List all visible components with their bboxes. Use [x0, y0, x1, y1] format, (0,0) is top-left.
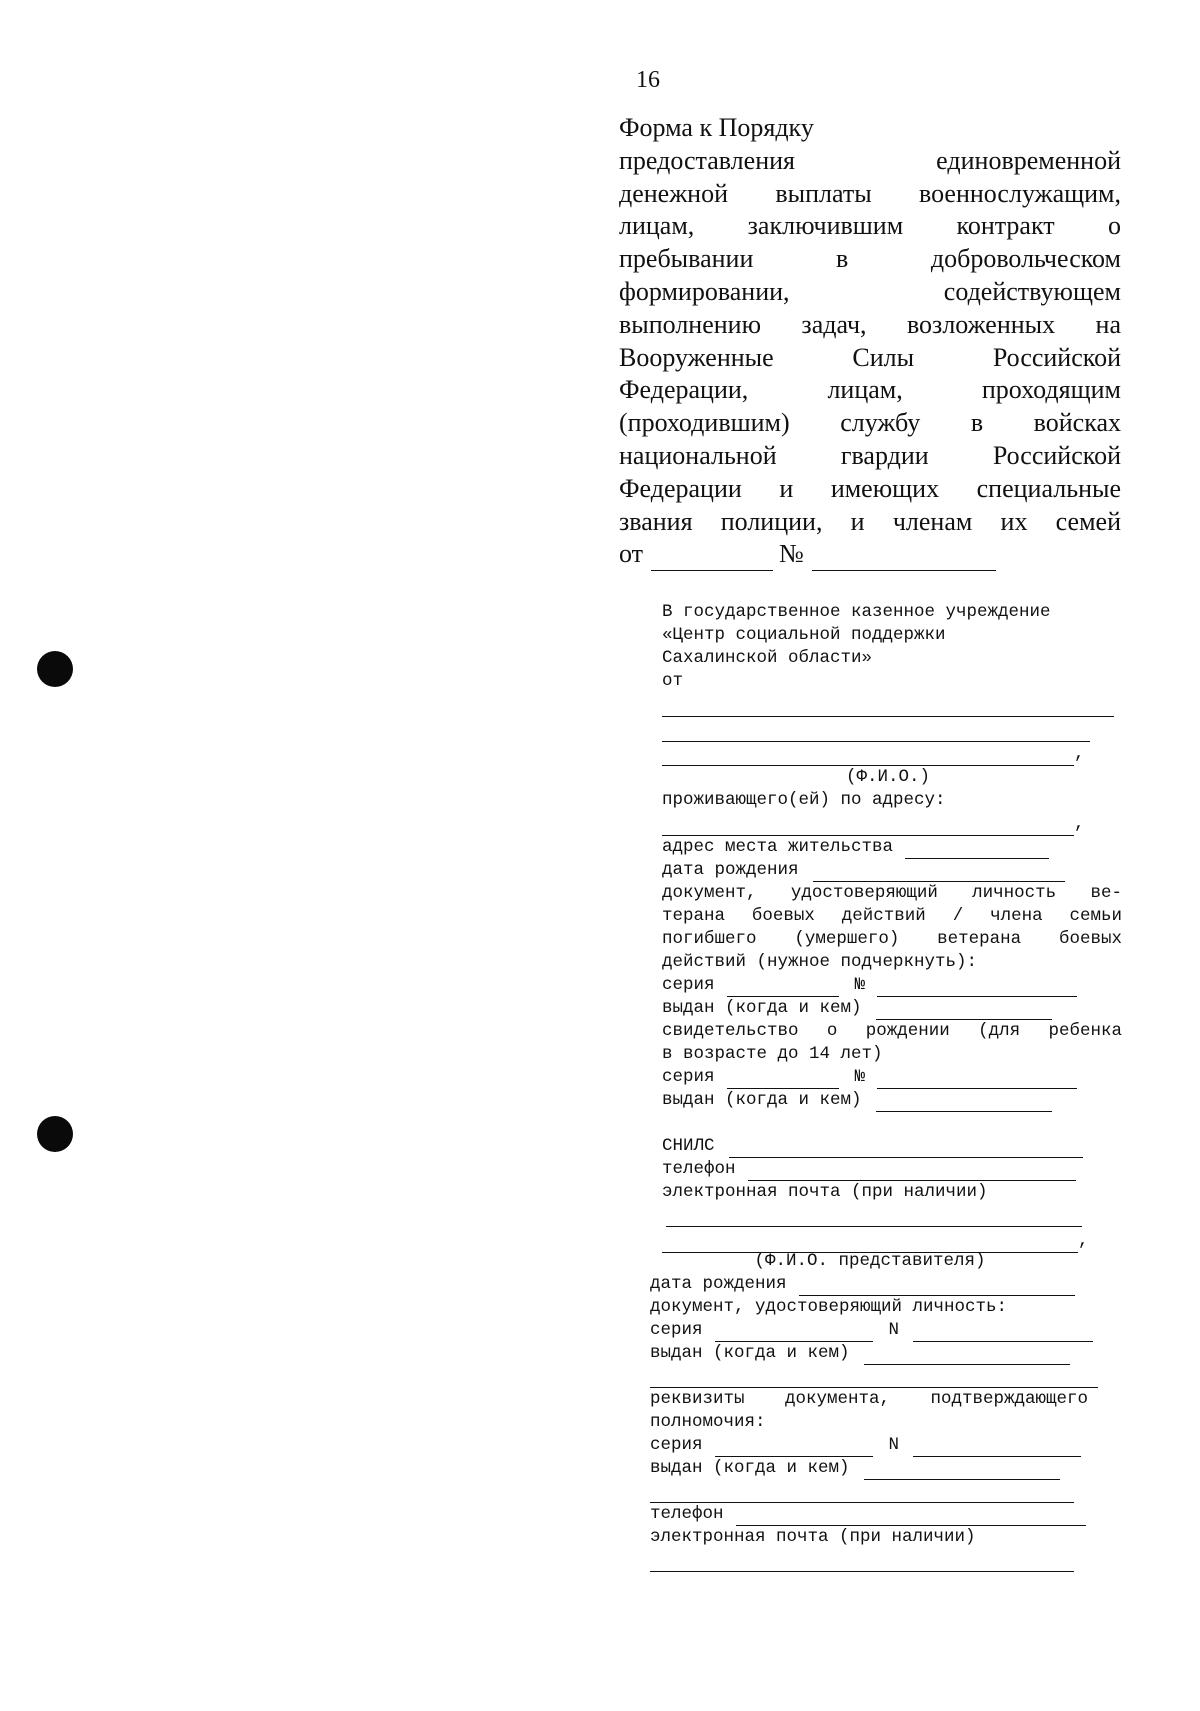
- representative-fio-caption: (Ф.И.О. представителя): [754, 1251, 986, 1271]
- applicant-name-line-2[interactable]: [662, 717, 1090, 742]
- snils-input[interactable]: [729, 1139, 1083, 1158]
- email-line[interactable]: [666, 1204, 1082, 1227]
- applicant-name-line-3[interactable]: [662, 741, 1074, 766]
- rep-email-label: электронная почта (при наличии): [650, 1527, 976, 1547]
- snils-label: СНИЛС: [662, 1136, 715, 1156]
- header-line: звания полиции, и членам их семей: [619, 506, 1121, 536]
- residence-address-input[interactable]: [905, 840, 1049, 859]
- series-number-field: [662, 974, 1122, 997]
- living-at-label: проживающего(ей) по адресу:: [662, 790, 946, 810]
- id-doc-line: действий (нужное подчеркнуть):: [662, 952, 978, 972]
- spacer: [662, 1112, 1122, 1135]
- phone-field: [662, 1158, 1122, 1181]
- authority-doc-line: реквизиты документа, подтверждающего: [650, 1389, 1088, 1409]
- order-number-blank[interactable]: [812, 546, 996, 571]
- address-line-row: [662, 812, 1122, 836]
- birth-cert-line: свидетельство о рождении (для ребенка: [662, 1021, 1122, 1041]
- page-number: 16: [636, 67, 660, 93]
- birth-date-label: дата рождения: [662, 860, 799, 880]
- id-doc-line: терана боевых действий / члена семьи: [662, 906, 1122, 926]
- auth-issued-input[interactable]: [864, 1461, 1060, 1480]
- from-label: от: [619, 539, 644, 569]
- number-label: N: [888, 1320, 900, 1340]
- email-label: электронная почта (при наличии): [662, 1182, 988, 1202]
- rep-phone-field: [650, 1503, 1098, 1526]
- series-label: серия: [662, 1067, 715, 1087]
- header-line: Федерации и имеющих специальные: [619, 473, 1121, 503]
- representative-name-line[interactable]: [662, 1226, 1078, 1253]
- number-input[interactable]: [877, 978, 1077, 997]
- series-label: серия: [650, 1320, 703, 1340]
- rep-birth-date-label: дата рождения: [650, 1274, 787, 1294]
- applicant-name-line-3-row: [662, 742, 1122, 766]
- issued-label: выдан (когда и кем): [662, 1090, 862, 1110]
- header-line: пребывании в добровольческом: [619, 244, 1121, 274]
- header-line: денежной выплаты военнослужащим,: [619, 178, 1121, 208]
- number-label: №: [779, 539, 804, 569]
- header-line: формировании, содействующем: [619, 276, 1121, 306]
- rep-email-line[interactable]: [650, 1549, 1074, 1572]
- residence-address-field: [662, 836, 1122, 859]
- addressee-line: Сахалинской области»: [662, 648, 873, 668]
- series-label: серия: [650, 1435, 703, 1455]
- number-label: №: [854, 1067, 866, 1087]
- issued-input[interactable]: [876, 1001, 1052, 1020]
- auth-issued-field: [650, 1457, 1098, 1480]
- auth-issued-line-2[interactable]: [650, 1480, 1074, 1503]
- rep-birth-date-field: [650, 1273, 1098, 1296]
- issued-label: выдан (когда и кем): [650, 1343, 850, 1363]
- applicant-block: [662, 694, 1122, 1253]
- rep-issued-input[interactable]: [864, 1346, 1070, 1365]
- snils-field: [662, 1135, 1122, 1158]
- auth-number-input[interactable]: [913, 1438, 1081, 1457]
- issued-label: выдан (когда и кем): [662, 998, 862, 1018]
- issued-input-2[interactable]: [876, 1093, 1052, 1112]
- punch-hole-bottom: [37, 1116, 73, 1152]
- header-line: национальной гвардии Российской: [619, 440, 1121, 470]
- series-label: серия: [662, 975, 715, 995]
- rep-number-input[interactable]: [913, 1323, 1093, 1342]
- header-line: лицам, заключившим контракт о: [619, 211, 1121, 241]
- punch-hole-top: [37, 651, 73, 687]
- address-line[interactable]: [662, 811, 1074, 836]
- order-date-blank[interactable]: [651, 546, 773, 571]
- residence-address-label: адрес места жительства: [662, 837, 894, 857]
- header-line: Форма к Порядку: [619, 113, 814, 142]
- rep-series-input[interactable]: [715, 1323, 873, 1342]
- birth-date-field: [662, 859, 1122, 882]
- rep-phone-input[interactable]: [736, 1507, 1086, 1526]
- order-date-number-line: [619, 538, 1121, 571]
- header-line: предоставления единовременной: [619, 145, 1121, 175]
- rep-issued-line-2[interactable]: [650, 1365, 1098, 1388]
- header-line: Федерации, лицам, проходящим: [619, 375, 1121, 405]
- number-label: №: [854, 975, 866, 995]
- addressee-line: В государственное казенное учреждение: [662, 602, 1051, 622]
- number-input-2[interactable]: [877, 1070, 1077, 1089]
- comma: ,: [1078, 1231, 1089, 1251]
- auth-series-number-field: [650, 1434, 1098, 1457]
- phone-input[interactable]: [748, 1162, 1076, 1181]
- header-line: Вооруженные Силы Российской: [619, 342, 1121, 372]
- form-header: [619, 112, 1121, 571]
- addressee-block: [662, 601, 1051, 693]
- birth-date-input[interactable]: [813, 863, 1065, 882]
- id-doc-line: погибшего (умершего) ветерана боевых: [662, 929, 1122, 949]
- birth-cert-line: в возрасте до 14 лет): [662, 1044, 883, 1064]
- phone-label: телефон: [650, 1504, 724, 1524]
- id-doc-line: документ, удостоверяющий личность ве-: [662, 883, 1122, 903]
- from-label: от: [662, 671, 684, 691]
- header-line: выполнению задач, возложенных на: [619, 309, 1121, 339]
- issued-field-2: [662, 1089, 1122, 1112]
- series-number-field-2: [662, 1066, 1122, 1089]
- phone-label: телефон: [662, 1159, 736, 1179]
- series-input-2[interactable]: [727, 1070, 839, 1089]
- issued-field: [662, 997, 1122, 1020]
- fio-caption: (Ф.И.О.): [845, 767, 930, 787]
- applicant-name-line-1[interactable]: [662, 694, 1114, 717]
- rep-series-number-field: [650, 1319, 1098, 1342]
- number-label: N: [888, 1435, 900, 1455]
- rep-issued-field: [650, 1342, 1098, 1365]
- authority-doc-line: полномочия:: [650, 1412, 766, 1432]
- header-line: (проходившим) службу в войсках: [619, 408, 1121, 438]
- series-input[interactable]: [727, 978, 839, 997]
- comma: ,: [1074, 814, 1085, 834]
- representative-block: [650, 1250, 1098, 1572]
- issued-label: выдан (когда и кем): [650, 1458, 850, 1478]
- comma: ,: [1074, 744, 1085, 764]
- auth-series-input[interactable]: [715, 1438, 873, 1457]
- rep-id-doc-label: документ, удостоверяющий личность:: [650, 1297, 1008, 1317]
- addressee-line: «Центр социальной поддержки: [662, 625, 946, 645]
- rep-birth-date-input[interactable]: [799, 1277, 1075, 1296]
